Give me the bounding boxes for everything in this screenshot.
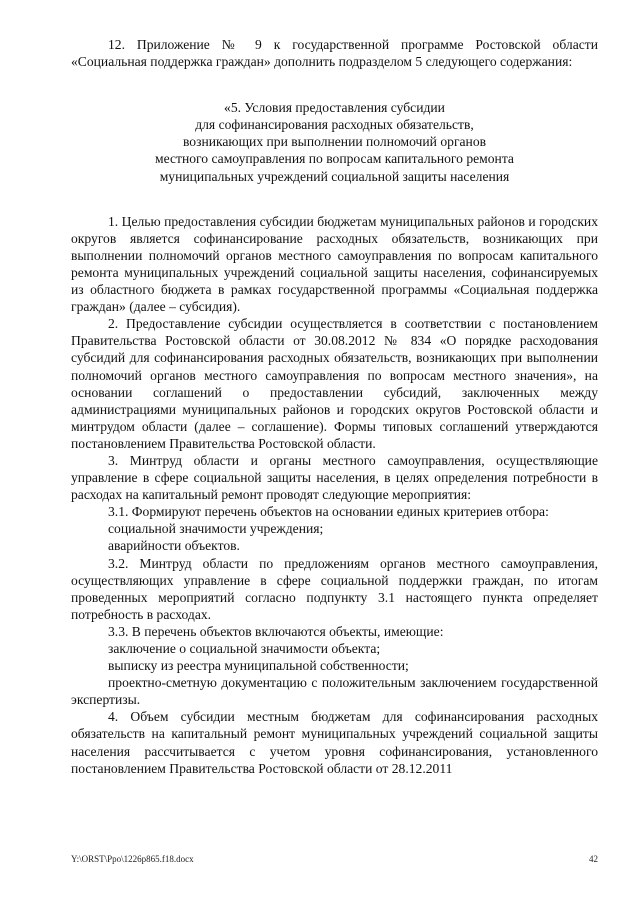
paragraph-4: 4. Объем субсидии местным бюджетам для софинансирования расходных обязательств на капитальный ремонт муниципальных учреждений социальной защиты населения рассчитывается с учетом уровня софинансирования, установленного постановлением Правительства Ростовской области от 28.12.2011 (71, 709, 598, 776)
heading-line: местного самоуправления по вопросам капитального ремонта (155, 151, 514, 167)
paragraph-3-1: 3.1. Формируют перечень объектов на основании единых критериев отбора: (108, 504, 549, 520)
heading-line: муниципальных учреждений социальной защиты населения (159, 168, 510, 184)
requirement-item: заключение о социальной значимости объекта; (108, 641, 381, 656)
section-heading (71, 99, 598, 184)
criterion-item: аварийности объектов. (108, 538, 240, 554)
requirement-item: выписку из реестра муниципальной собственности; (108, 658, 409, 674)
heading-line: «5. Условия предоставления субсидии (224, 100, 445, 116)
heading-line: возникающих при выполнении полномочий органов (182, 134, 487, 150)
paragraph-1: 1. Целью предоставления субсидии бюджетам муниципальных районов и городских округов является софинансирование расходных обязательств, возникающих при выполнении полномочий органов местного самоуправления по вопросам капитального ремонта муниципальных учреждений социальной защиты населения, софинансируемых из областного бюджета в рамках государственной программы «Социальная поддержка граждан» (далее – субсидия). (71, 213, 598, 315)
paragraph-2: 2. Предоставление субсидии осуществляется в соответствии с постановлением Правительства Ростовской области от 30.08.2012 № 834 «О порядке расходования субсидий для софинансирования расходных обязательств, возникающих при выполнении полномочий органов местного самоуправления по вопросам местного значения», на основании соглашений о предоставлении субсидий, заключенных между администрациями муниципальных районов и городских округов Ростовской области и минтрудом области (далее – соглашение). Формы типовых соглашений утверждаются постановлением Правительства Ростовской области. (71, 316, 598, 451)
heading-line: для софинансирования расходных обязательств, (195, 117, 474, 133)
file-path: Y:\ORST\Ppo\1226p865.f18.docx (71, 854, 194, 864)
paragraph-3-2: 3.2. Минтруд области по предложениям органов местного самоуправления, осуществляющих управление в сфере социальной поддержки граждан, по итогам проведенных мероприятий согласно подпункту 3.1 настоящего пункта определяет потребность в расходах. (71, 555, 598, 622)
requirement-item: проектно-сметную документацию с положительным заключением государственной экспертизы. (71, 675, 598, 708)
paragraph-3: 3. Минтруд области и органы местного самоуправления, осуществляющие управление в сфере социальной защиты населения, в целях определения потребности в расходах на капитальный ремонт проводят следующие мероприятия: (71, 452, 598, 503)
document-body (71, 36, 598, 777)
page-number: 42 (589, 854, 598, 864)
page-footer (71, 854, 598, 865)
paragraph-3-3: 3.3. В перечень объектов включаются объекты, имеющие: (108, 623, 444, 639)
criterion-item: социальной значимости учреждения; (108, 521, 324, 537)
intro-paragraph: 12. Приложение № 9 к государственной программе Ростовской области «Социальная поддержка граждан» дополнить подразделом 5 следующего содержания: (71, 37, 598, 70)
